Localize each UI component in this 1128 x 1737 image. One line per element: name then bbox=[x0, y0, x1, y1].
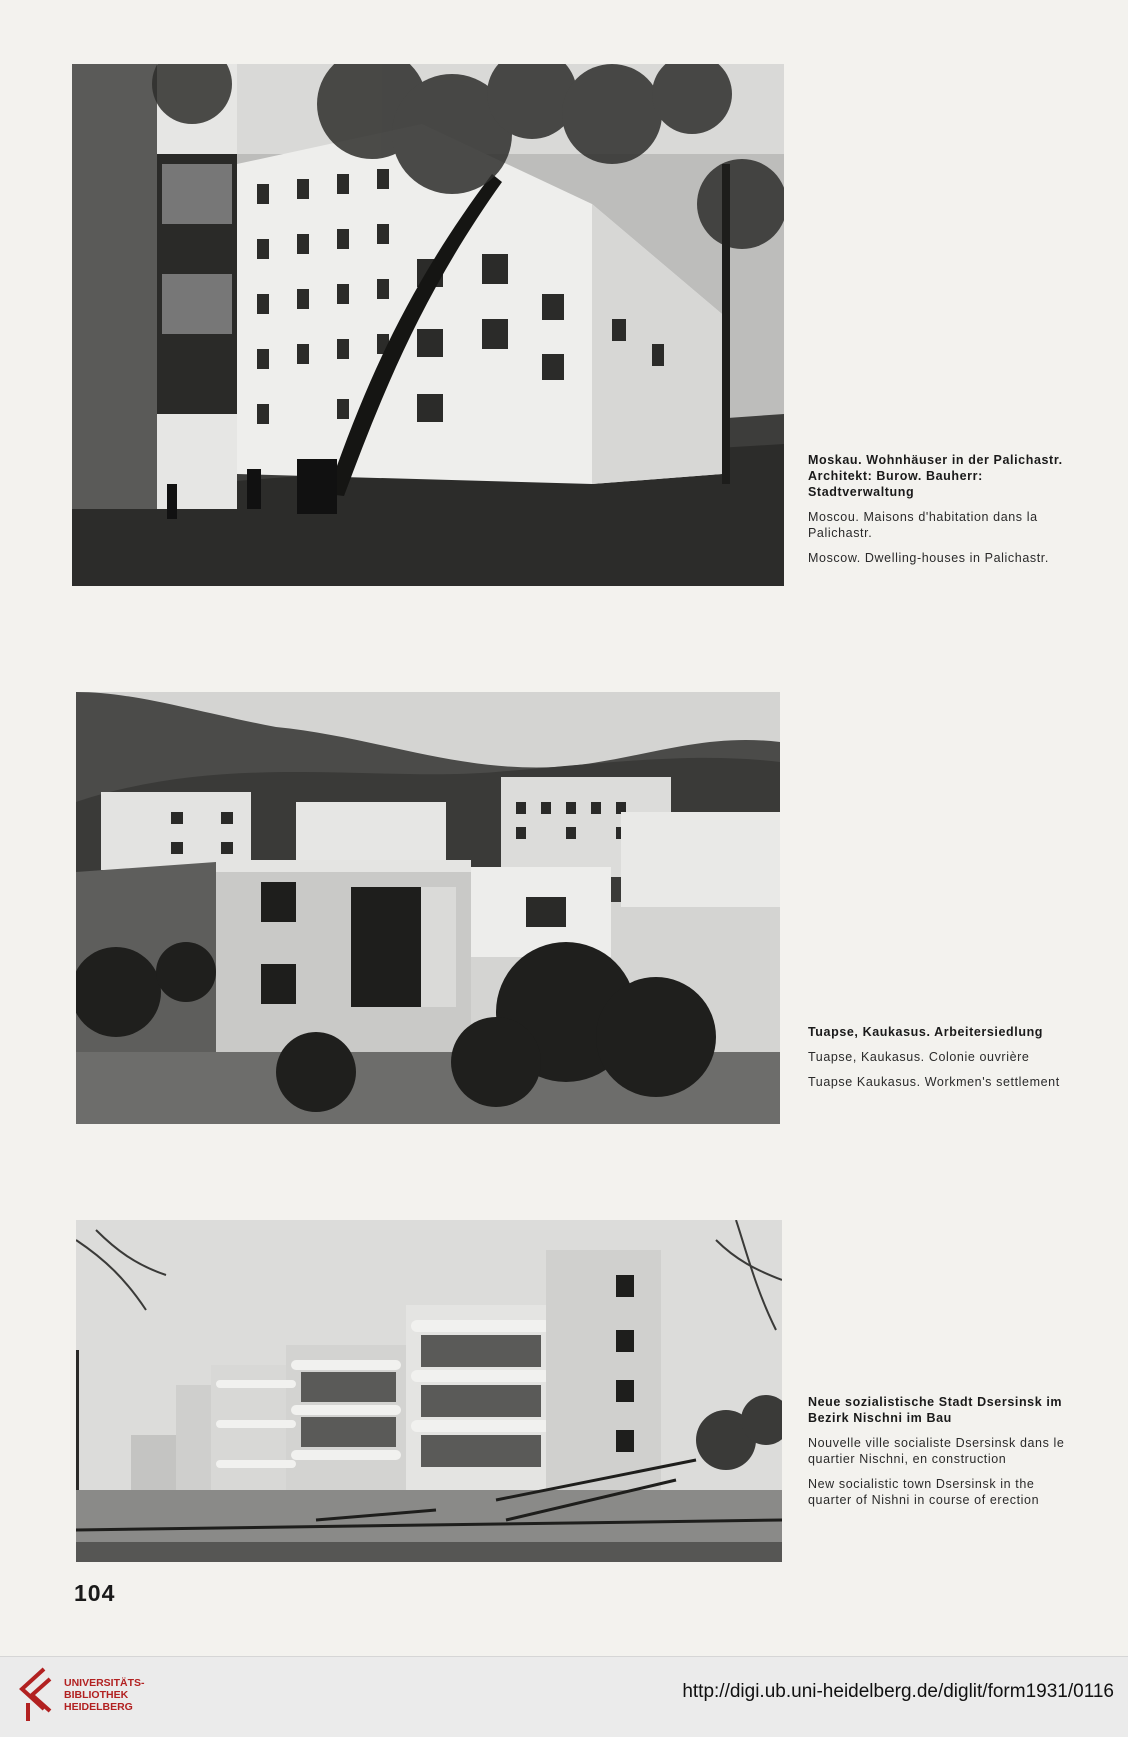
library-name-line-2: BIBLIOTHEK bbox=[64, 1689, 129, 1701]
caption-moscow bbox=[808, 452, 1070, 575]
caption-dsersinsk bbox=[808, 1394, 1070, 1517]
photo-tuapse-workers-settlement bbox=[76, 692, 780, 1124]
caption-tuapse-french: Tuapse, Kaukasus. Colonie ouvrière bbox=[808, 1050, 1030, 1064]
library-name-line-1: UNIVERSITÄTS- bbox=[64, 1677, 145, 1689]
tuapse-photo-illustration bbox=[76, 692, 780, 1124]
caption-moscow-german: Moskau. Wohnhäuser in der Palichastr. Architekt: Burow. Bauherr: Stadtverwaltung bbox=[808, 453, 1063, 499]
university-library-logo-icon[interactable] bbox=[14, 1665, 56, 1725]
library-name[interactable] bbox=[64, 1677, 145, 1713]
photo-dsersinsk-construction bbox=[76, 1220, 782, 1562]
library-name-line-3: HEIDELBERG bbox=[64, 1701, 133, 1713]
caption-dsersinsk-english: New socialistic town Dsersinsk in the quarter of Nishni in course of erection bbox=[808, 1477, 1040, 1507]
caption-tuapse-english: Tuapse Kaukasus. Workmen's settlement bbox=[808, 1075, 1060, 1089]
caption-moscow-french: Moscou. Maisons d'habitation dans la Palichastr. bbox=[808, 510, 1038, 540]
source-url-link[interactable]: http://digi.ub.uni-heidelberg.de/diglit/form1931/0116 bbox=[682, 1681, 1114, 1702]
caption-tuapse bbox=[808, 1024, 1070, 1099]
library-footer bbox=[0, 1656, 1128, 1737]
moscow-photo-illustration bbox=[72, 64, 784, 586]
caption-tuapse-german: Tuapse, Kaukasus. Arbeitersiedlung bbox=[808, 1025, 1044, 1039]
page-number: 104 bbox=[74, 1580, 116, 1606]
caption-moscow-english: Moscow. Dwelling-houses in Palichastr. bbox=[808, 551, 1049, 565]
photo-moscow-dwelling-houses bbox=[72, 64, 784, 586]
dsersinsk-photo-illustration bbox=[76, 1220, 782, 1562]
caption-dsersinsk-german: Neue sozialistische Stadt Dsersinsk im Bezirk Nischni im Bau bbox=[808, 1395, 1063, 1425]
caption-dsersinsk-french: Nouvelle ville socialiste Dsersinsk dans le quartier Nischni, en construction bbox=[808, 1436, 1065, 1466]
